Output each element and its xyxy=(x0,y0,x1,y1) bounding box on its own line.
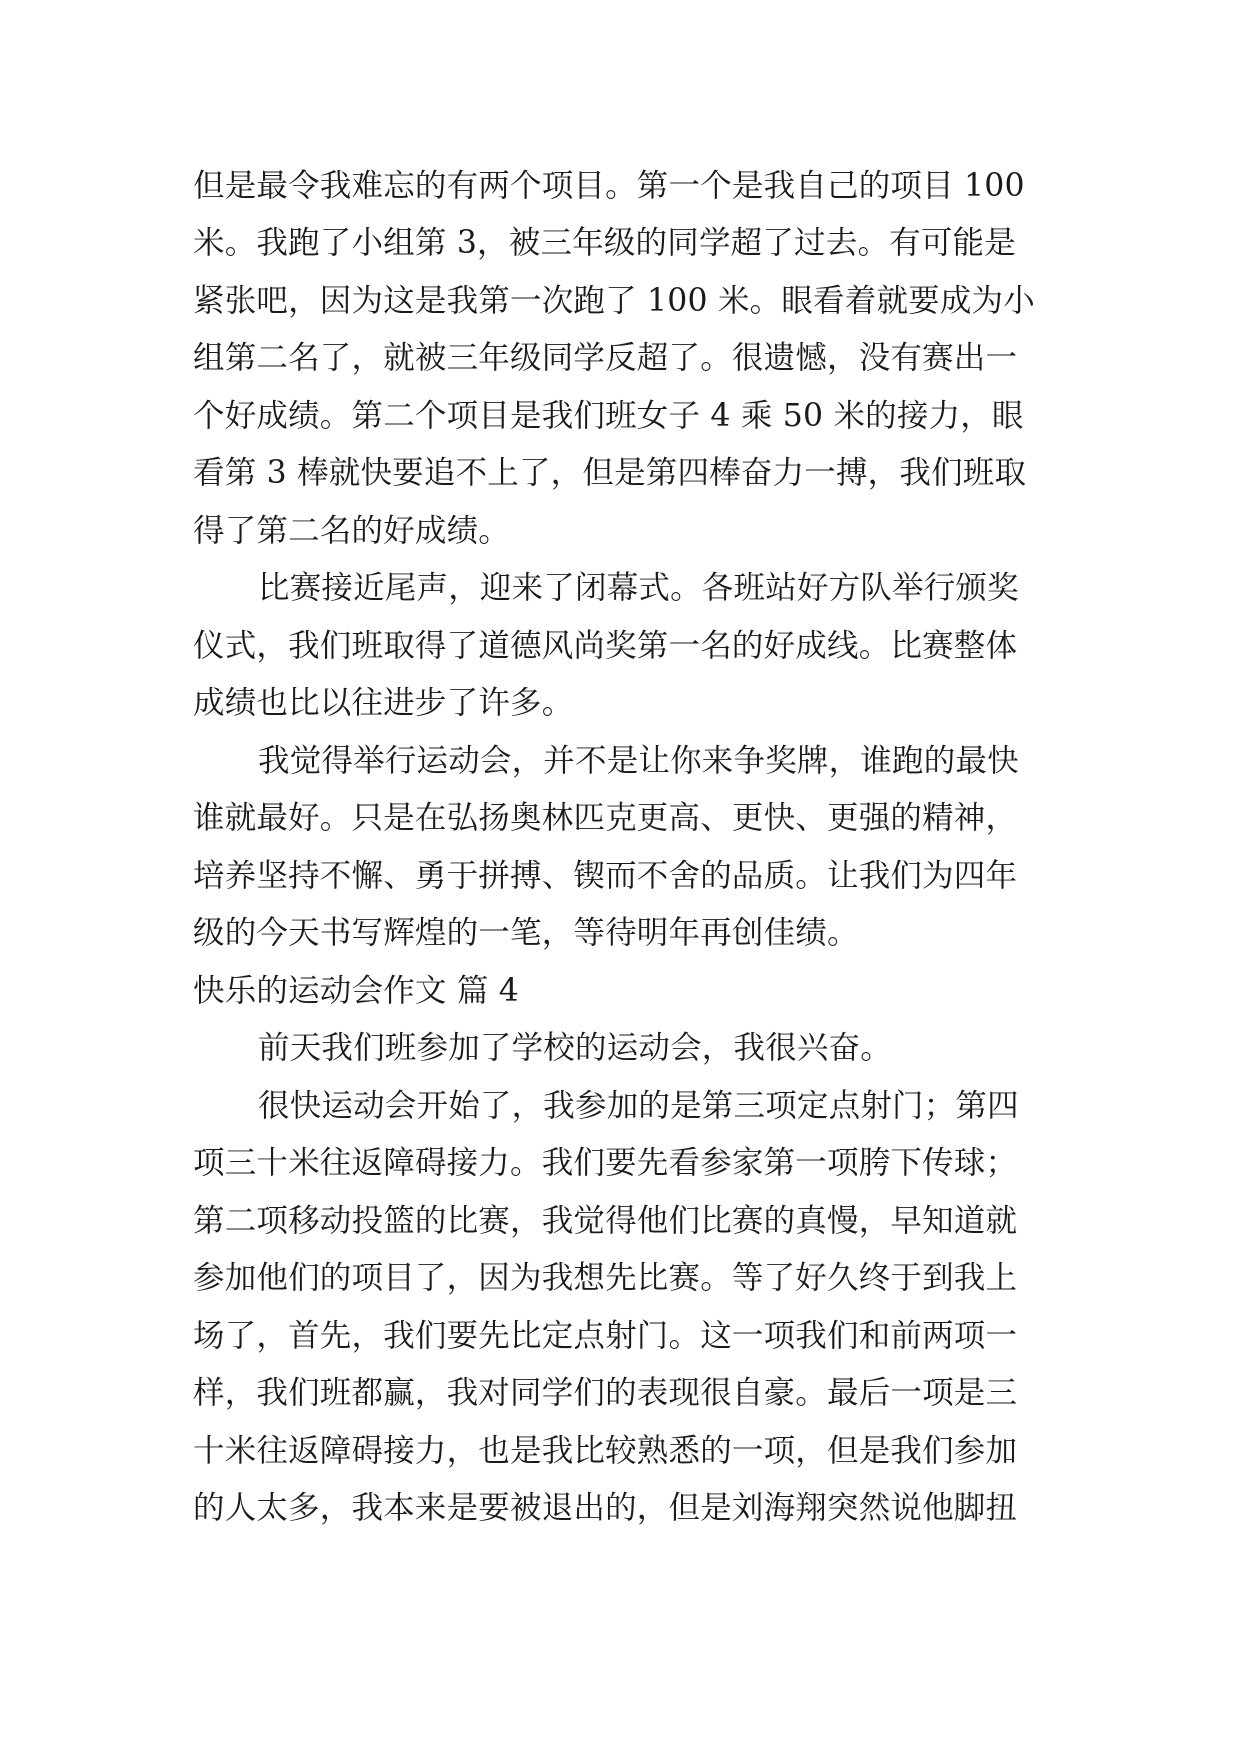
paragraph-line: 看第 3 棒就快要追不上了，但是第四棒奋力一搏，我们班取 xyxy=(193,455,1027,491)
paragraph-line: 培养坚持不懈、勇于拼搏、锲而不舍的品质。让我们为四年 xyxy=(193,858,1018,894)
section-heading: 快乐的运动会作文 篇 4 xyxy=(193,973,519,1009)
paragraph-line: 成绩也比以往进步了许多。 xyxy=(193,685,574,721)
paragraph-line: 但是最令我难忘的有两个项目。第一个是我自己的项目 100 xyxy=(193,168,1025,204)
paragraph-line: 样，我们班都赢，我对同学们的表现很自豪。最后一项是三 xyxy=(193,1375,1018,1411)
paragraph-line: 得了第二名的好成绩。 xyxy=(193,513,511,549)
paragraph-line: 参加他们的项目了，因为我想先比赛。等了好久终于到我上 xyxy=(193,1260,1018,1296)
paragraph-line: 仪式，我们班取得了道德风尚奖第一名的好成线。比赛整体 xyxy=(193,628,1018,664)
paragraph-line: 十米往返障碍接力，也是我比较熟悉的一项，但是我们参加 xyxy=(193,1433,1018,1469)
paragraph-line: 比赛接近尾声，迎来了闭幕式。各班站好方队举行颁奖 xyxy=(258,570,1019,606)
paragraph-line: 很快运动会开始了，我参加的是第三项定点射门；第四 xyxy=(258,1088,1019,1124)
paragraph-line: 前天我们班参加了学校的运动会，我很兴奋。 xyxy=(258,1030,893,1066)
paragraph-line: 个好成绩。第二个项目是我们班女子 4 乘 50 米的接力，眼 xyxy=(193,398,1024,434)
paragraph-line: 我觉得举行运动会，并不是让你来争奖牌，谁跑的最快 xyxy=(258,743,1019,779)
paragraph-line: 项三十米往返障碍接力。我们要先看参家第一项胯下传球； xyxy=(193,1145,1018,1181)
paragraph-line: 的人太多，我本来是要被退出的，但是刘海翔突然说他脚扭 xyxy=(193,1490,1018,1526)
paragraph-line: 场了，首先，我们要先比定点射门。这一项我们和前两项一 xyxy=(193,1318,1018,1354)
paragraph-line: 米。我跑了小组第 3，被三年级的同学超了过去。有可能是 xyxy=(193,225,1016,261)
paragraph-line: 紧张吧，因为这是我第一次跑了 100 米。眼看着就要成为小 xyxy=(193,283,1035,319)
paragraph-line: 第二项移动投篮的比赛，我觉得他们比赛的真慢，早知道就 xyxy=(193,1203,1018,1239)
paragraph-line: 组第二名了，就被三年级同学反超了。很遗憾，没有赛出一 xyxy=(193,340,1018,376)
paragraph-line: 级的今天书写辉煌的一笔，等待明年再创佳绩。 xyxy=(193,915,859,951)
paragraph-line: 谁就最好。只是在弘扬奥林匹克更高、更快、更强的精神， xyxy=(193,800,1018,836)
